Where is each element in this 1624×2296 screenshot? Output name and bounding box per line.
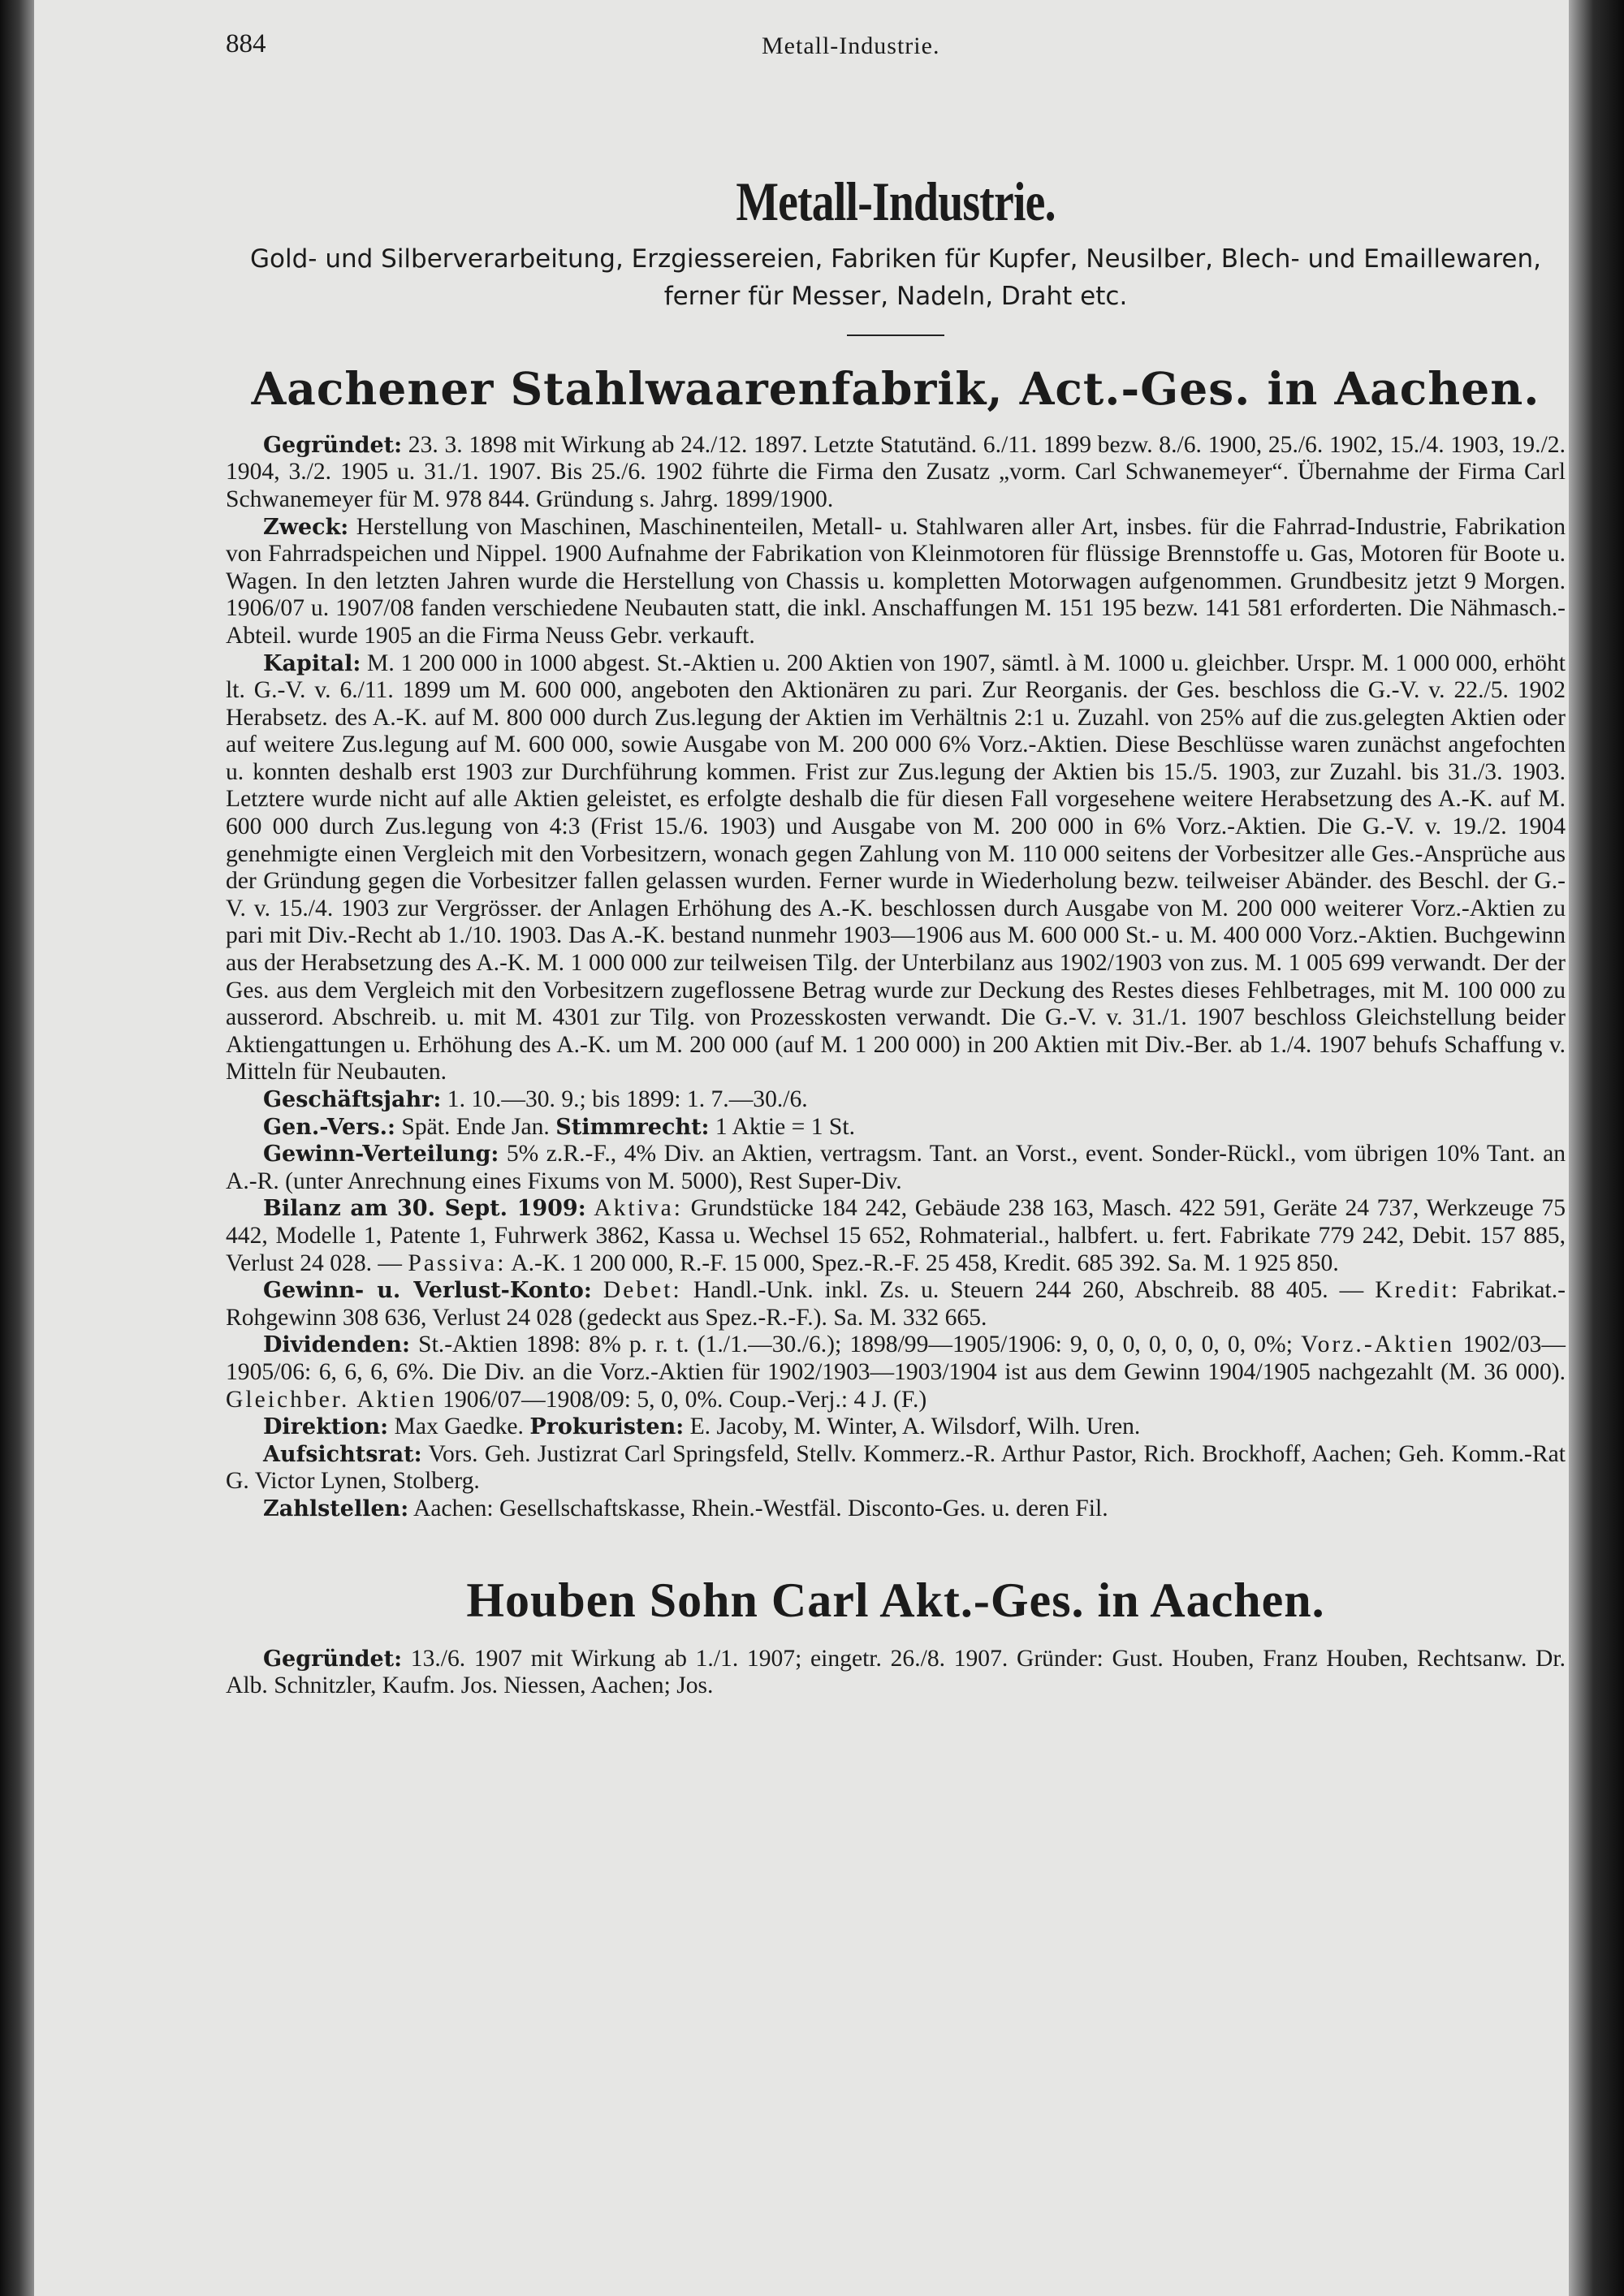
- text-passiva: A.-K. 1 200 000, R.-F. 15 000, Spez.-R.-F. 25 458, Kredit. 685 392. Sa. M. 1 925 850.: [511, 1249, 1339, 1276]
- scan-edge-right: [1569, 0, 1624, 2296]
- label-geschaeftsjahr: Geschäftsjahr:: [263, 1087, 442, 1112]
- text-prokuristen: E. Jacoby, M. Winter, A. Wilsdorf, Wilh. Uren.: [689, 1413, 1141, 1440]
- label-zahlstellen: Zahlstellen:: [263, 1495, 409, 1521]
- label-stimmrecht: Stimmrecht:: [555, 1114, 710, 1140]
- text-direktion: Max Gaedke.: [394, 1413, 524, 1440]
- entry-gewinnverteilung: [226, 1141, 1566, 1195]
- entry-guv: [226, 1277, 1566, 1331]
- text-zweck: Herstellung von Maschinen, Maschinenteilen, Metall- u. Stahlwaren aller Art, insbes. für die Fahrrad-Industrie, Fabrikation von Fahrradspeichen und Nippel. 1900 Aufnahme der Fabrikation von Kleinmotoren für flüssige Brennstoffe u. Gas, Motoren für Boote u. Wagen. In den letzten Jahren wurde die Herstellung von Chassis u. kompletten Motorwagen aufgenommen. Grundbesitz jetzt 9 Morgen. 1906/07 u. 1907/08 fanden verschiedene Neubauten statt, die inkl. Anschaffungen M. 151 195 bezw. 141 581 erforderten. Die Nähmasch.-Abteil. wurde 1905 an die Firma Neuss Gebr. verkauft.: [226, 513, 1566, 649]
- entry-geschaeftsjahr: [226, 1086, 1566, 1114]
- text-geschaeftsjahr: 1. 10.—30. 9.; bis 1899: 1. 7.—30./6.: [447, 1086, 808, 1112]
- label-aktiva: Aktiva:: [594, 1195, 684, 1222]
- entry-aufsichtsrat: [226, 1441, 1566, 1495]
- text-stimmrecht: 1 Aktie = 1 St.: [715, 1113, 855, 1140]
- text-zahlstellen: Aachen: Gesellschaftskasse, Rhein.-Westfäl. Disconto-Ges. u. deren Fil.: [413, 1495, 1108, 1521]
- text-genvers: Spät. Ende Jan.: [401, 1113, 550, 1140]
- entry-genvers: [226, 1114, 1566, 1142]
- company-title-2: Houben Sohn Carl Akt.-Ges. in Aachen.: [466, 1573, 1325, 1627]
- company-title: Aachener Stahlwaarenfabrik, Act.-Ges. in Aachen.: [251, 362, 1540, 415]
- section-title: Metall-Industrie.: [736, 170, 1056, 232]
- text-aufsichtsrat: Vors. Geh. Justizrat Carl Springsfeld, Stellv. Kommerz.-R. Arthur Pastor, Rich. Brockhoff, Aachen; Geh. Komm.-Rat G. Victor Lynen, Stolberg.: [226, 1440, 1566, 1495]
- entry-gegruendet-2: [226, 1646, 1566, 1700]
- running-head: [226, 29, 1566, 78]
- label-gegruendet-2: Gegründet:: [263, 1646, 403, 1672]
- entry-gegruendet: [226, 432, 1566, 514]
- entry-dividenden: [226, 1331, 1566, 1413]
- entry-zweck: [226, 514, 1566, 650]
- label-gleichber-aktien: Gleichber. Aktien: [226, 1386, 437, 1413]
- label-kredit: Kredit:: [1375, 1277, 1461, 1304]
- entry-bilanz: [226, 1195, 1566, 1277]
- text-kredit: Fabrikat.-Rohgewinn 308 636, Verlust 24 028 (gedeckt aus Spez.-R.-F.). Sa. M. 332 665.: [226, 1277, 1566, 1331]
- label-prokuristen: Prokuristen:: [529, 1414, 685, 1440]
- text-gewinnverteilung: 5% z.R.-F., 4% Div. an Aktien, vertragsm. Tant. an Vorst., event. Sonder-Rückl., vom übrigen 10% Tant. an A.-R. (unter Anrechnung eines Fixums von M. 5000), Rest Super-Div.: [226, 1141, 1566, 1194]
- text-gegruendet: 23. 3. 1898 mit Wirkung ab 24./12. 1897. Letzte Statutänd. 6./11. 1899 bezw. 8./6. 1900, 25./6. 1902, 15./4. 1903, 19./2. 1904, 3./2. 1905 u. 31./1. 1907. Bis 25./6. 1902 führte die Firma den Zusatz „vorm. Carl Schwanemeyer“. Übernahme der Firma Carl Schwanemeyer für M. 978 844. Gründung s. Jahrg. 1899/1900.: [226, 431, 1566, 512]
- entry-zahlstellen: [226, 1495, 1566, 1523]
- scan-edge-left: [0, 0, 34, 2296]
- page-content: [226, 29, 1566, 1700]
- label-debet: Debet:: [603, 1277, 682, 1304]
- label-gewinnverteilung: Gewinn-Verteilung:: [263, 1142, 499, 1167]
- text-dividenden-c: 1906/07—1908/09: 5, 0, 0%. Coup.-Verj.: 4 J. (F.): [443, 1386, 927, 1413]
- entry-kapital: [226, 650, 1566, 1087]
- label-zweck: Zweck:: [263, 514, 349, 540]
- label-kapital: Kapital:: [263, 650, 361, 676]
- document-page: [34, 0, 1569, 2296]
- text-dividenden-a: St.-Aktien 1898: 8% p. r. t. (1./1.—30./6.); 1898/99—1905/1906: 9, 0, 0, 0, 0, 0, 0, 0%;: [418, 1331, 1293, 1358]
- section-divider: [847, 334, 944, 336]
- label-direktion: Direktion:: [263, 1414, 389, 1440]
- text-dividenden-b: 1902/03—1905/06: 6, 6, 6, 6%. Die Div. an die Vorz.-Aktien für 1902/1903—1903/1904 ist aus dem Gewinn 1904/1905 nachgezahlt (M. 36 000).: [226, 1331, 1566, 1385]
- entry-direktion: [226, 1413, 1566, 1441]
- label-bilanz: Bilanz am 30. Sept. 1909:: [263, 1196, 586, 1222]
- label-genvers: Gen.-Vers.:: [263, 1114, 395, 1140]
- text-debet: Handl.-Unk. inkl. Zs. u. Steuern 244 260, Abschreib. 88 405. —: [693, 1277, 1364, 1304]
- text-kapital: M. 1 200 000 in 1000 abgest. St.-Aktien u. 200 Aktien von 1907, sämtl. à M. 1000 u. gleichber. Urspr. M. 1 000 000, erhöht lt. G.-V. v. 6./11. 1899 um M. 600 000, angeboten den Aktionären zu pari. Zur Reorganis. der Ges. beschloss die G.-V. v. 22./5. 1902 Herabsetz. des A.-K. auf M. 800 000 durch Zus.legung der Aktien im Verhältnis 2:1 u. Zuzahl. von 25% auf die zus.gelegten Aktien oder auf weitere Zus.legung auf M. 600 000, sowie Ausgabe von M. 200 000 6% Vorz.-Aktien. Diese Beschlüsse waren zunächst angefochten u. konnten deshalb erst 1903 zur Durchführung kommen. Frist zur Zus.legung der Aktien bis 15./5. 1903, zur Zuzahl. bis 31./3. 1903. Letztere wurde nicht auf alle Aktien geleistet, es erfolgte deshalb die für diesen Fall vorgesehene weitere Herabsetzung des A.-K. auf M. 600 000 durch Zus.legung von 4:3 (Frist 15./6. 1903) und Ausgabe von M. 200 000 in 6% Vorz.-Aktien. Die G.-V. v. 19./2. 1904 genehmigte einen Vergleich mit den Vorbesitzern, wonach gegen Zahlung von M. 110 000 seitens der Vorbesitzer alle Ges.-Ansprüche aus der Gründung gegen die Vorbesitzer fallen gelassen wurden. Ferner wurde in Wiederholung bezw. teilweiser Abänder. des Beschl. der G.-V. v. 15./4. 1903 zur Vergrösser. der Anlagen Erhöhung des A.-K. beschlossen durch Ausgabe von M. 200 000 weiterer Vorz.-Aktien zu pari mit Div.-Recht ab 1./10. 1903. Das A.-K. bestand nunmehr 1903—1906 aus M. 600 000 St.- u. M. 400 000 Vorz.-Aktien. Buchgewinn aus der Herabsetzung des A.-K. M. 1 000 000 zur teilweisen Tilg. der Unterbilanz aus 1902/1903 von zus. M. 1 005 699 verwandt. Der der Ges. aus dem Vergleich mit den Vorbesitzern zugeflossene Betrag wurde zur Deckung des Restes dieses Fehlbetrages, mit M. 100 000 zu ausserord. Abschreib. u. mit M. 4301 zur Tilg. von Prozesskosten verwandt. Die G.-V. v. 31./1. 1907 beschloss Gleichstellung beider Aktiengattungen u. Erhöhung des A.-K. um M. 200 000 (auf M. 1 200 000) in 200 Aktien mit Div.-Ber. ab 1./4. 1907 behufs Schaffung v. Mitteln für Neubauten.: [226, 650, 1566, 1085]
- section-subtitle: Gold- und Silberverarbeitung, Erzgiessereien, Fabriken für Kupfer, Neusilber, Blech- und Emaillewaren, ferner für Messer, Nadeln, Draht etc.: [250, 244, 1541, 311]
- label-aufsichtsrat: Aufsichtsrat:: [263, 1441, 422, 1467]
- page-number: 884: [226, 29, 266, 58]
- label-dividenden: Dividenden:: [263, 1332, 410, 1358]
- label-guv: Gewinn- u. Verlust-Konto:: [263, 1278, 592, 1304]
- label-vorz-aktien: Vorz.-Aktien: [1301, 1331, 1455, 1358]
- text-aktiva: Grundstücke 184 242, Gebäude 238 163, Masch. 422 591, Geräte 24 737, Werkzeuge 75 442, Modelle 1, Patente 1, Fuhrwerk 3862, Kassa u. Wechsel 15 652, Rohmaterial., halbfert. u. fert. Fabrikate 779 242, Debit. 157 885, Verlust 24 028. —: [226, 1195, 1566, 1276]
- running-title: Metall-Industrie.: [762, 32, 940, 59]
- text-gegruendet-2: 13./6. 1907 mit Wirkung ab 1./1. 1907; eingetr. 26./8. 1907. Gründer: Gust. Houben, Franz Houben, Rechtsanw. Dr. Alb. Schnitzler, Kaufm. Jos. Niessen, Aachen; Jos.: [226, 1645, 1566, 1699]
- label-gegruendet: Gegründet:: [263, 432, 403, 458]
- label-passiva: Passiva:: [408, 1249, 507, 1276]
